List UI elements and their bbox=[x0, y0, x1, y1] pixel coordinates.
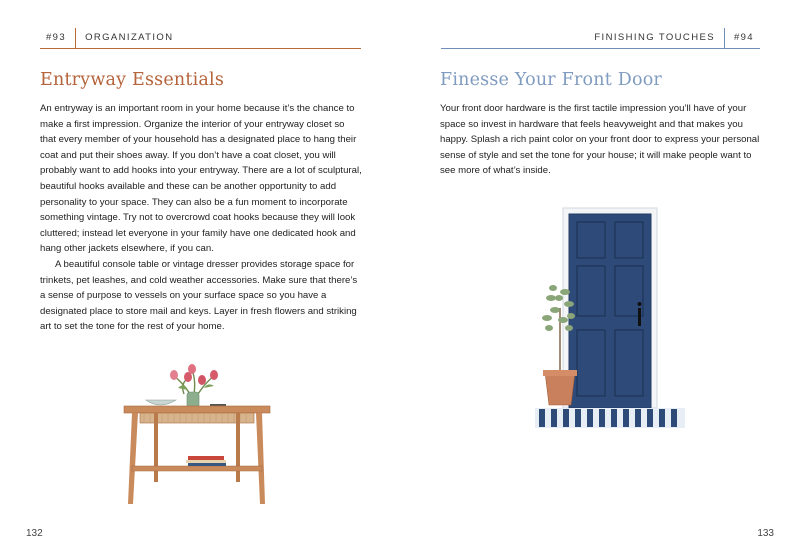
section-title: Finesse Your Front Door bbox=[440, 70, 662, 90]
right-page bbox=[400, 0, 800, 560]
header-number: #94 bbox=[724, 28, 760, 48]
console-table-illustration bbox=[118, 352, 276, 512]
paragraph: A beautiful console table or vintage dresser provides storage space for trinkets, pet leashes, and cold weather accessories. Make sure that there’s a sense of purpose to vessels on your surface space so you have a designated place to store mail and keys. Layer in fresh flowers and striking art to set the tone for the rest of your home. bbox=[40, 258, 358, 333]
header-number: #93 bbox=[40, 28, 76, 48]
tulip-vase-icon bbox=[170, 364, 218, 408]
running-header-right bbox=[441, 28, 760, 49]
paragraph: Your front door hardware is the first tactile impression you’ll have of your space so invest in hardware that feels heavyweight and that makes you happy. Splash a rich paint color on your front door to express your personal sense of style and set the tone for your house; it will make people want to see more of what’s inside. bbox=[440, 103, 760, 177]
header-section: ORGANIZATION bbox=[85, 32, 174, 43]
page-number: 133 bbox=[757, 528, 774, 539]
page-number: 132 bbox=[26, 528, 43, 539]
header-section: FINISHING TOUCHES bbox=[594, 32, 715, 43]
body-text bbox=[440, 101, 762, 179]
running-header-left bbox=[40, 28, 361, 49]
paragraph: An entryway is an important room in your home because it’s the chance to make a first impression. Organize the interior of your entryway closet so that every member of your household has a designated place to hang their coat and put their shoes away. If you don’t have a coat closet, you will probably want to add hooks into your entryway. There are a lot of sculptural, beautiful hooks available and these can be another opportunity to add personality to your space. They can also be a fun moment to incorporate something vintage. Try not to overcrowd coat hooks because they will look cluttered; instead let everyone in your family have one dedicated hook and hang other jackets elsewhere, if you can. bbox=[40, 103, 362, 255]
body-text bbox=[40, 101, 362, 335]
section-title: Entryway Essentials bbox=[40, 70, 224, 90]
front-door-illustration bbox=[525, 200, 695, 435]
